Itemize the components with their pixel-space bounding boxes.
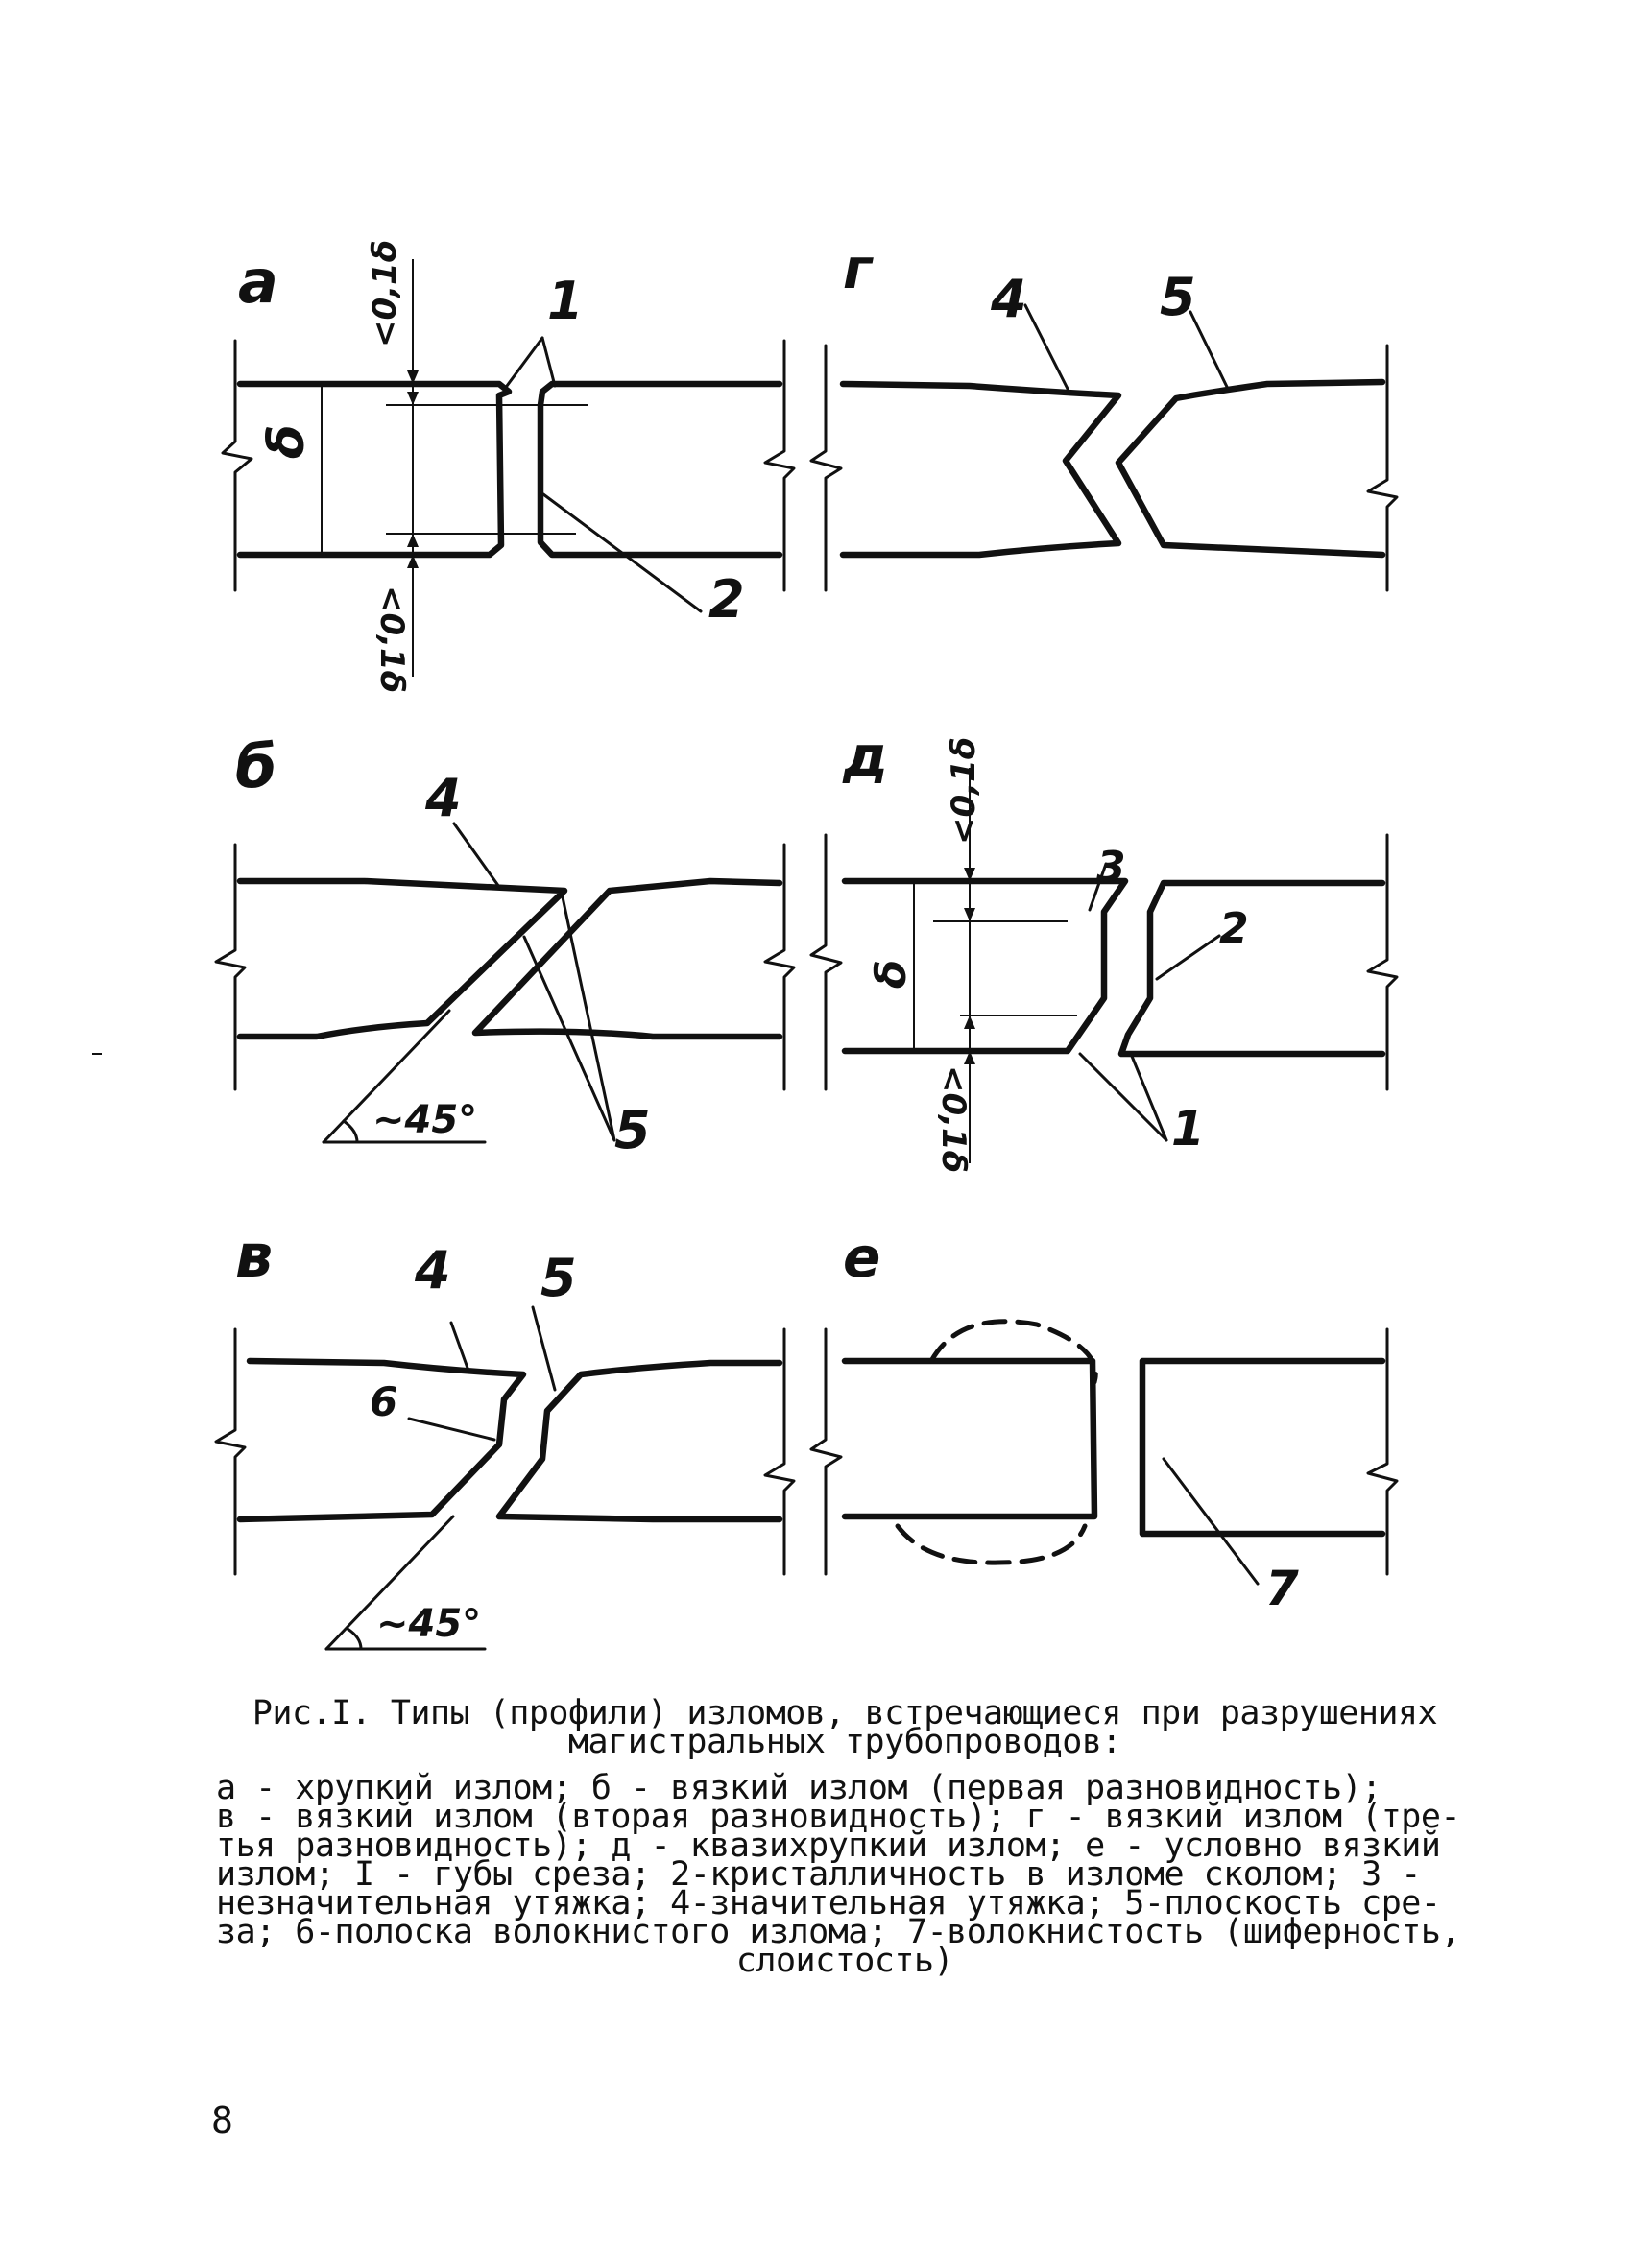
callout-label: 5 (614, 1100, 651, 1160)
panel-e (811, 1225, 1397, 1616)
caption-title-line: магистральных трубопроводов: (567, 1723, 1121, 1761)
callout-label: 2 (1219, 904, 1249, 953)
caption-line: в - вязкий излом (вторая разновидность); г - вязкий излом (тре- (216, 1798, 1461, 1836)
caption-line: излом; I - губы среза; 2-кристалличность в изломе сколом; 3 - (216, 1855, 1421, 1894)
panel-g (811, 236, 1397, 590)
caption-line: тья разновидность); д - квазихрупкий излом; е - условно вязкий (216, 1826, 1441, 1865)
angle-label: ~45° (372, 1098, 478, 1142)
panel-letter: в (235, 1221, 274, 1291)
callout-label: 4 (425, 768, 462, 828)
figure-caption (216, 1694, 1474, 1980)
callout-label: 7 (1265, 1561, 1299, 1616)
caption-line: а - хрупкий излом; б - вязкий излом (первая разновидность); (216, 1769, 1381, 1807)
caption-line: незначительная утяжка; 4-значительная утяжка; 5-плоскость сре- (216, 1884, 1441, 1922)
panel-letter: б (235, 731, 277, 801)
panel-a (223, 240, 794, 693)
caption-line: за; 6-полоска волокнистого излома; 7-волокнистость (шиферность, (216, 1913, 1461, 1951)
callout-label: 5 (1160, 267, 1196, 327)
dimension-label: <0,1δ (934, 1065, 973, 1174)
caption-line: слоистость) (735, 1942, 954, 1980)
panel-letter: г (843, 236, 873, 301)
panel-letter: а (238, 247, 278, 317)
callout-label: 1 (547, 271, 584, 331)
panel-letter: е (843, 1225, 881, 1290)
angle-label: ~45° (376, 1602, 482, 1646)
caption-title-line: Рис.I. Типы (профили) изломов, встречающиеся при разрушениях (252, 1694, 1438, 1732)
panel-v (216, 1221, 794, 1649)
panel-letter: д (843, 724, 888, 789)
callout-label: 4 (415, 1240, 451, 1301)
callout-label: 6 (370, 1378, 398, 1425)
callout-label: 3 (1096, 843, 1126, 892)
callout-label: 2 (708, 569, 745, 630)
thickness-label: δ (867, 959, 916, 989)
dimension-label: <0,1δ (366, 239, 404, 347)
callout-label: 4 (991, 269, 1027, 329)
callout-label: 5 (540, 1248, 577, 1308)
panel-d (811, 724, 1397, 1173)
callout-label: 1 (1171, 1101, 1205, 1157)
page-number: 8 (211, 2099, 233, 2141)
dimension-label: <0,1δ (372, 585, 411, 694)
thickness-label: δ (258, 424, 316, 459)
dimension-label: <0,1δ (945, 736, 983, 845)
panel-b (216, 731, 794, 1160)
caption-body (216, 1769, 1474, 1980)
